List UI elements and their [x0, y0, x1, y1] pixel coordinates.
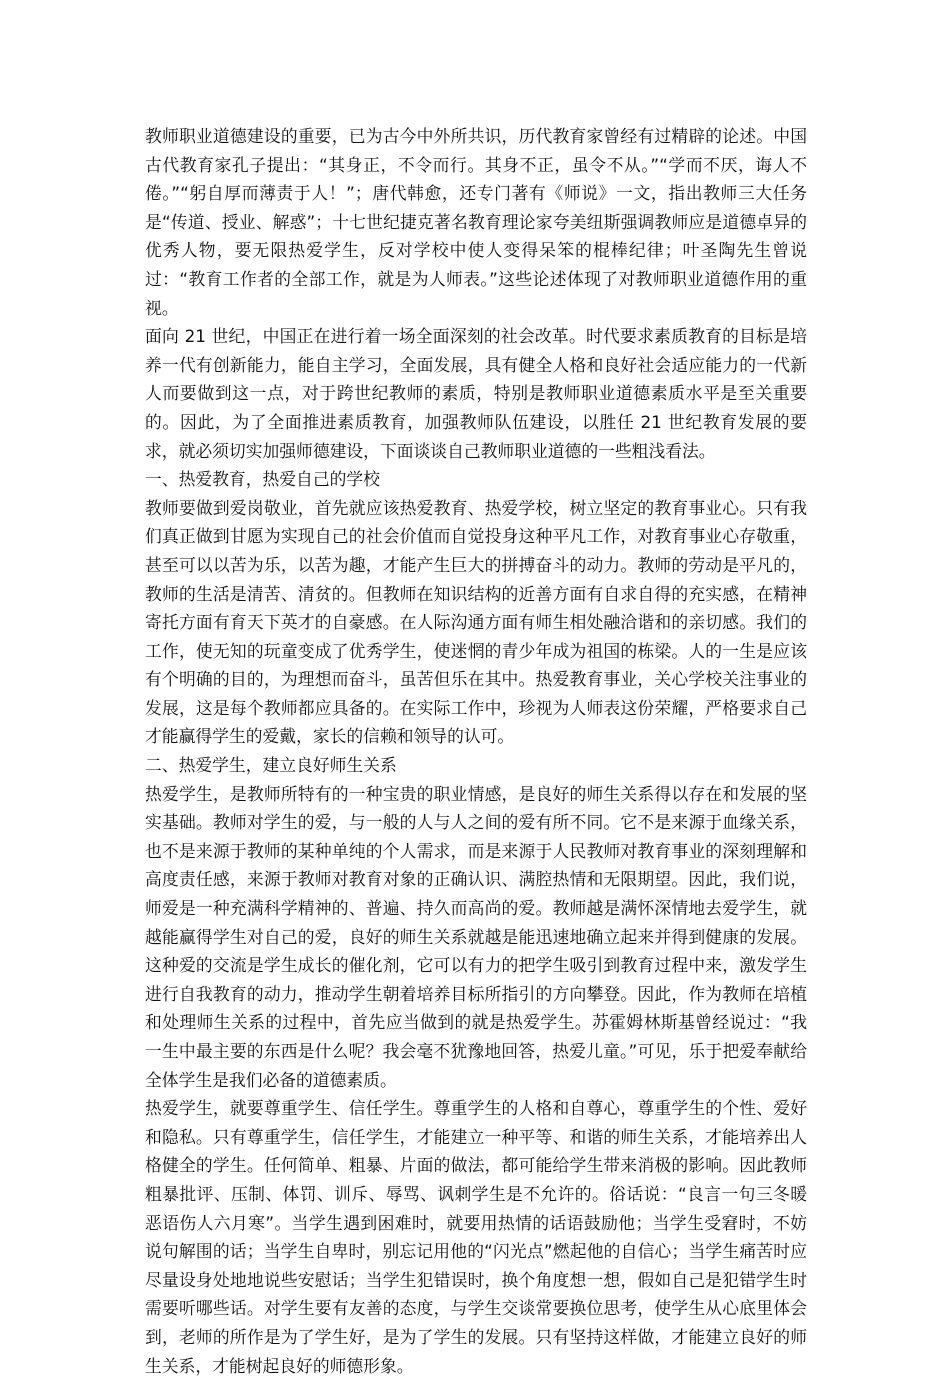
paragraph-21st-century: 面向 21 世纪，中国正在进行着一场全面深刻的社会改革。时代要求素质教育的目标是培养一代有创新能力，能自主学习，全面发展，具有健全人格和良好社会适应能力的一代新人而要做到这一点，对于跨世纪教师的素质，特别是教师职业道德素质水平是至关重要的。因此，为了全面推进素质教育，加强教师队伍建设，以胜任 21 世纪教育发展的要求，就必须切实加强师德建设，下面谈谈自己教师职业道德的一些粗浅看法。 — [145, 326, 807, 461]
section-heading-love-education: 一、热爱教育，热爱自己的学校 — [145, 469, 380, 490]
paragraph-love-education: 教师要做到爱岗敬业，首先就应该热爱教育、热爱学校，树立坚定的教育事业心。只有我们真正做到甘愿为实现自己的社会价值而自觉投身这种平凡工作，对教育事业心存敬重，甚至可以以苦为乐，以苦为趣，才能产生巨大的拼搏奋斗的动力。教师的劳动是平凡的，教师的生活是清苦、清贫的。但教师在知识结构的近善方面有自求自得的充实感，在精神寄托方面有育天下英才的自豪感。在人际沟通方面有师生相处融洽谐和的亲切感。我们的工作，使无知的玩童变成了优秀学生，使迷惘的青少年成为祖国的栋梁。人的一生是应该有个明确的目的，为理想而奋斗，虽苦但乐在其中。热爱教育事业，关心学校关注事业的发展，这是每个教师都应具备的。在实际工作中，珍视为人师表这份荣耀，严格要求自己才能赢得学生的爱戴，家长的信赖和领导的认可。 — [145, 497, 807, 747]
section-heading-love-students: 二、热爱学生，建立良好师生关系 — [145, 755, 397, 776]
paragraph-love-students: 热爱学生，是教师所特有的一种宝贵的职业情感，是良好的师生关系得以存在和发展的坚实基础。教师对学生的爱，与一般的人与人之间的爱有所不同。它不是来源于血缘关系，也不是来源于教师的某种单纯的个人需求，而是来源于人民教师对教育事业的深刻理解和高度责任感，来源于教师对教育对象的正确认识、满腔热情和无限期望。因此，我们说，师爱是一种充满科学精神的、普遍、持久而高尚的爱。教师越是满怀深情地去爱学生，就越能赢得学生对自己的爱，良好的师生关系就越是能迅速地确立起来并得到健康的发展。这种爱的交流是学生成长的催化剂，它可以有力的把学生吸引到教育过程中来，激发学生进行自我教育的动力，推动学生朝着培养目标所指引的方向攀登。因此，作为教师在培植和处理师生关系的过程中，首先应当做到的就是热爱学生。苏霍姆林斯基曾经说过：“我一生中最主要的东西是什么呢？我会毫不犹豫地回答，热爱儿童。”可见，乐于把爱奉献给全体学生是我们必备的道德素质。 — [145, 783, 807, 1090]
paragraph-respect-students: 热爱学生，就要尊重学生、信任学生。尊重学生的人格和自尊心，尊重学生的个性、爱好和隐私。只有尊重学生，信任学生，才能建立一种平等、和谐的师生关系，才能培养出人格健全的学生。任何简单、粗暴、片面的做法，都可能给学生带来消极的影响。因此教师粗暴批评、压制、体罚、训斥、辱骂、讽刺学生是不允许的。俗话说：“良言一句三冬暖恶语伤人六月寒”。当学生遇到困难时，就要用热情的话语鼓励他；当学生受窘时，不妨说句解围的话；当学生自卑时，别忘记用他的“闪光点”燃起他的自信心；当学生痛苦时应尽量设身处地地说些安慰话；当学生犯错误时，换个角度想一想，假如自己是犯错学生时需要听哪些话。对学生要有友善的态度，与学生交谈常要换位思考，使学生从心底里体会到，老师的所作是为了学生好，是为了学生的发展。只有坚持这样做，才能建立良好的师生关系，才能树起良好的师德形象。 — [145, 1098, 807, 1376]
paragraph-intro: 教师职业道德建设的重要，已为古今中外所共识，历代教育家曾经有过精辟的论述。中国古代教育家孔子提出：“其身正，不令而行。其身不正，虽令不从。”“学而不厌，诲人不倦。”“躬自厚而薄责于人！”；唐代韩愈，还专门著有《师说》一文，指出教师三大任务是“传道、授业、解惑”；十七世纪捷克著名教育理论家夸美纽斯强调教师应是道德卓异的优秀人物，要无限热爱学生，反对学校中使人变得呆笨的棍棒纪律；叶圣陶先生曾说过：“教育工作者的全部工作，就是为人师表。”这些论述体现了对教师职业道德作用的重视。 — [145, 126, 807, 318]
document-body — [145, 122, 807, 1380]
